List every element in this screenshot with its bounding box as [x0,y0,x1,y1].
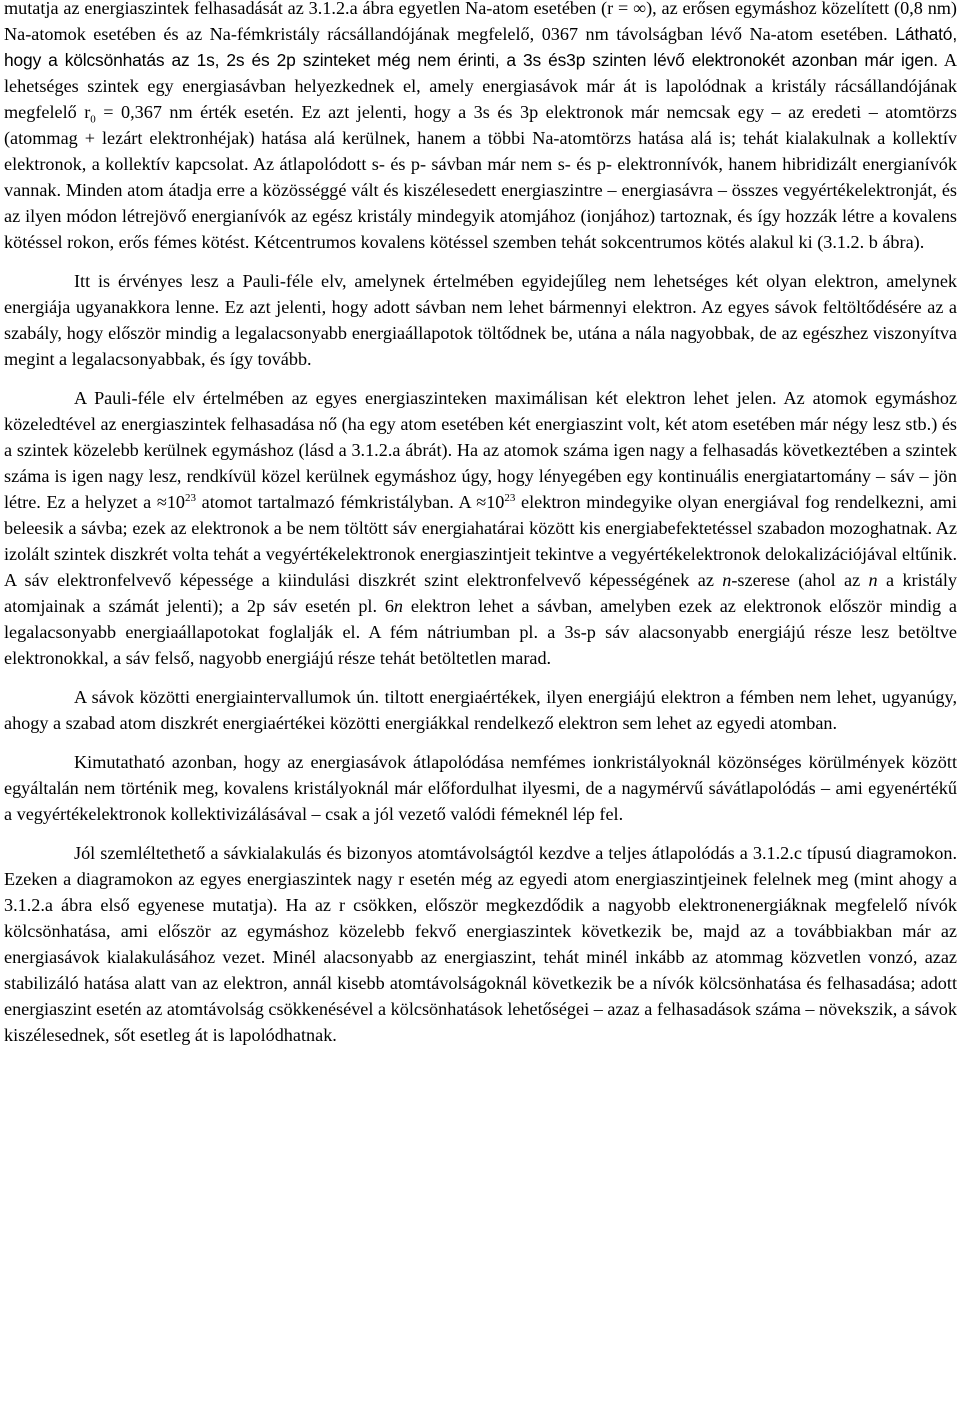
p1-text-a: mutatja az energiaszintek felhasadását az 3.1.2.a ábra egyetlen Na-atom esetében (r = [4,0,634,18]
exponent-2: 23 [504,491,516,504]
p3-text-a: A Pauli-féle elv értelmében az egyes energiaszinteken maximálisan két elektron lehet jelen. Az atomok egymáshoz közeledtével az energiaszintek felhasadása nő (ha egy atom esetében két energiaszint volt, két atom esetében már négy lesz stb.) és a szintek közelebb kerülnek egymáshoz (lásd a 3.1.2.a ábrát). Ha az atomok száma igen nagy a felhasadás következtében a szintek száma is igen nagy lesz, rendkívül közel kerülnek egymáshoz úgy, hogy lényegében egy kontinuális energiatartomány – sáv – jön létre. Ez a helyzet a ≈10 [4,388,957,512]
paragraph-6: Jól szemléltethető a sávkialakulás és bizonyos atomtávolságtól kezdve a teljes átlapolódás a 3.1.2.c típusú diagramokon. Ezeken a diagramokon az egyes energiaszintek nagy r esetén még az egyedi atom energiaszintjeinek felelnek meg (mint ahogy a 3.1.2.a ábra első egyenese mutatja). Ha az r csökken, először megkezdődik a nagyobb elektronenergiáknak megfelelő nívók kölcsönhatása, ami először az egymáshoz közelebb fekvő energiaszintek következik be, majd az a továbbiakban már az energiasávok kialakulásához vezet. Minél alacsonyabb az energiaszint, tehát minél inkább az atommag közvetlen vonzó, azaz stabilizáló hatása alatt van az elektron, annál kisebb atomtávolságoknál következik be a nívók kölcsönhatása és felhasadása; adott energiaszint esetén az atomtávolság csökkenésével a kölcsönhatások lehetőségei – azaz a felhasadások száma – növekszik, a sávok kiszélesednek, sőt esetleg át is lapolódhatnak. [4,843,957,1045]
p3-text-e: a kristály atomjainak a számát jelenti); a 2p sáv esetén pl. 6 [4,570,958,616]
p1-text-b: ), az erősen egymáshoz közelített (0,8 nm) Na-atomok esetében és az Na-fémkristály rácsállandójának megfelelő, 0367 nm távolságban lévő Na-atom esetében. [4,0,957,44]
p1-text-f: Ez azt jelenti, hogy a 3s és 3p elektronok már nemcsak egy – az eredeti – atomtörzs (atommag + lezárt elektronhéjak) hatása alá kerülnek, hanem a többi Na-atomtörzs hatása alá is; tehát kialakulnak a kollektív elektronok, a kollektív kapcsolat. Az átlapolódott s- és p- sávban már nem s- és p- elektronnívók, hanem hibridizált energianívók vannak. Minden atom átadja erre a közösséggé vált és kiszélesedett energiaszintre – energiasávra – összes vegyértékelektronját, és az ilyen módon létrejövő energianívók az egész kristály mindegyik atomjához (ionjához) tartoznak, és így hozzák létre a kovalens kötéssel rokon, erős fémes kötést. Kétcentrumos kovalens kötéssel szemben tehát sokcentrumos kötés alakul ki (3.1.2. b ábra). [4,102,957,252]
document-page [4,0,957,1048]
p3-text-b: atomot tartalmazó fémkristályban. A ≈10 [196,492,505,512]
exponent-1: 23 [185,491,197,504]
p3-text-d: -szerese (ahol az [731,570,869,590]
italic-n-3: n [393,596,404,616]
italic-n-2: n [868,570,878,590]
paragraph-5: Kimutatható azonban, hogy az energiasávok átlapolódása nemfémes ionkristályoknál közönséges körülmények között egyáltalán nem történik meg, kovalens kristályoknál már előfordulhat ilyesmi, de a nagymérvű sávátlapolódás – ami egyenértékű a vegyértékelektronok kollektivizálásával – csak a jól vezető valódi fémeknél lép fel. [4,752,957,824]
paragraph-1 [4,0,957,255]
p3-text-c: elektron mindegyike olyan energiával fog rendelkezni, ami beleesik a sávba; ezek az elektronok a be nem töltött sáv energiahatárai között kis energiabefektetéssel szabadon mozoghatnak. Az izolált szintek diszkrét volta tehát a vegyértékelektronok energiaszintjeit tekintve a vegyértékelektronok delokalizációjával eltűnik. A sáv elektronfelvevő képessége a kiindulási diszkrét szint elektronfelvevő képességének az [4,492,957,590]
p1-text-e: = 0,367 nm érték esetén. [95,102,294,122]
paragraph-2: Itt is érvényes lesz a Pauli-féle elv, amelynek értelmében egyidejűleg nem lehetséges két olyan elektron, amelynek energiája ugyanakkora lenne. Ez azt jelenti, hogy adott sávban nem lehet bármennyi elektron. Az egyes sávok feltöltődésére az a szabály, hogy először mindig a legalacsonyabb energiaállapotok töltődnek be, utána a nála nagyobbak, de az egészhez viszonyítva megint a legalacsonyabbak, és így tovább. [4,271,957,369]
paragraph-3 [4,385,957,671]
paragraph-4: A sávok közötti energiaintervallumok ún. tiltott energiaértékek, ilyen energiájú elektron a fémben nem lehet, ugyanúgy, ahogy a szabad atom diszkrét energiaértékei közötti energiákkal rendelkező elektron sem lehet az egyedi atomban. [4,687,957,733]
p1-text-d: A lehetséges szintek egy energiasávban helyezkednek el, amely energiasávok már át is lapolódnak a kristály rácsállandójának megfelelő r [4,50,957,122]
r0-subscript: 0 [90,113,96,126]
italic-n-1: n [722,570,732,590]
p1-text-c: Látható, hogy a kölcsönhatás az 1s, 2s és 2p szinteket még nem érinti, a 3s és3p szinten lévő elektronokét azonban már igen. [4,24,957,70]
infinity-symbol: ∞ [633,0,647,18]
p3-text-f: elektron lehet a sávban, amelyben ezek az elektronok először mindig a legalacsonyabb energiaállapotokat foglalják el. A fém nátriumban pl. a 3s-p sáv alacsonyabb energiájú része lesz betöltve elektronokkal, a sáv felső, nagyobb energiájú része tehát betöltetlen marad. [4,596,957,668]
